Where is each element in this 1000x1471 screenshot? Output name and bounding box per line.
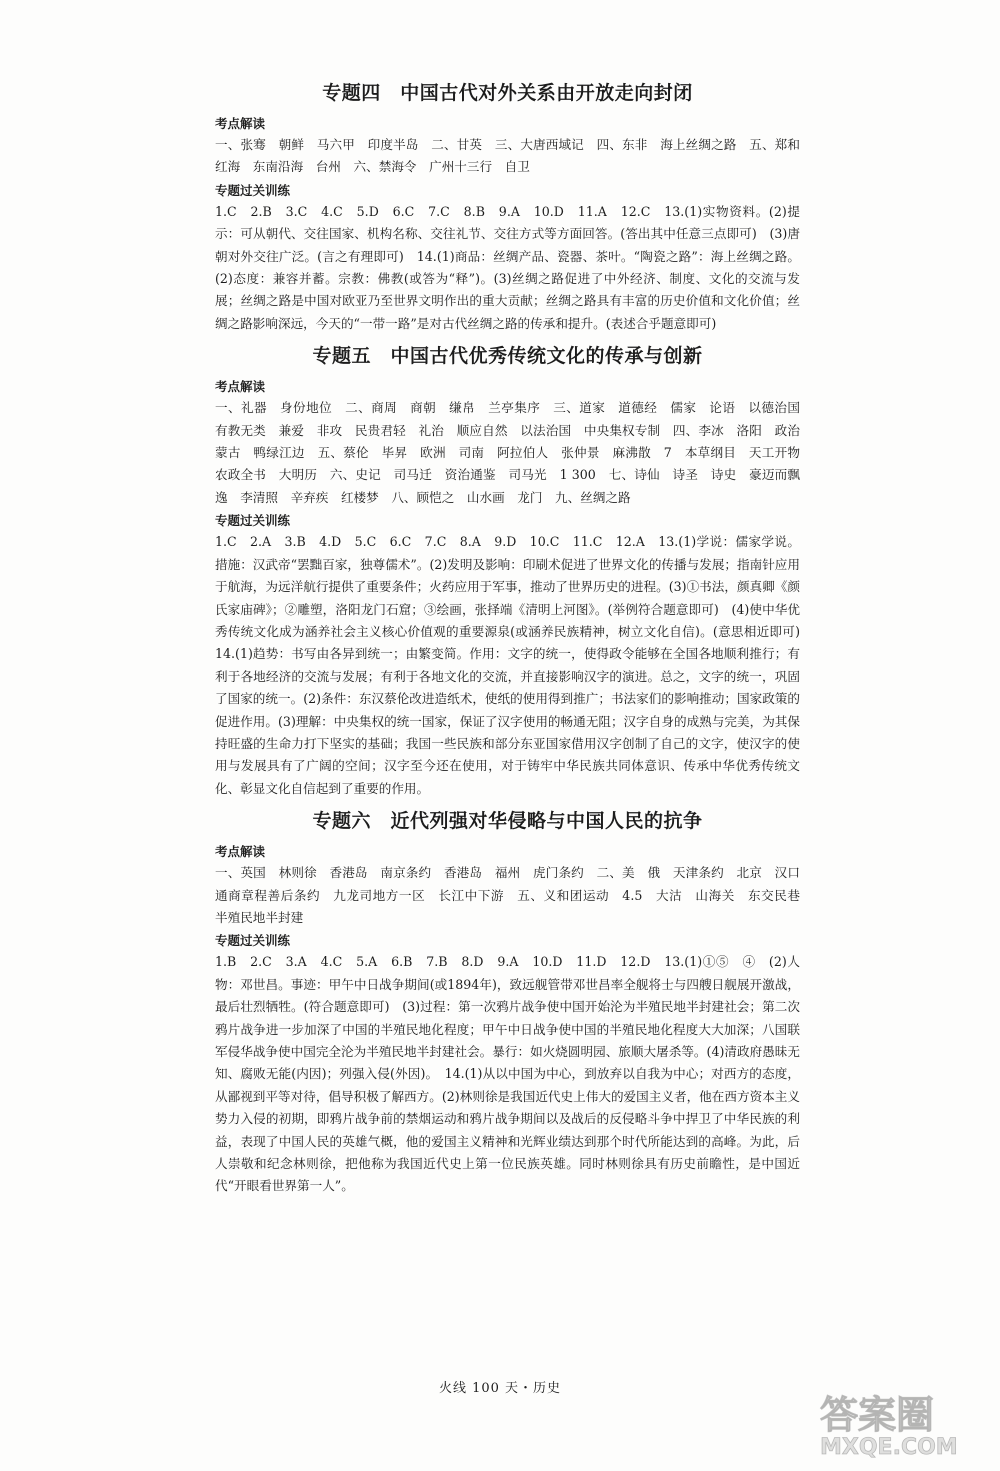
- xunlian-answers: 1.C 2.B 3.C 4.C 5.D 6.C 7.C 8.B 9.A 10.D 11.A 12.C 13.(1)实物资料。(2)提示：可从朝代、交往国家、机构名称、交往礼节、交往方式等方面回答。(答出其中任意三点即可) (3)唐朝对外交往广泛。(言之有理即可) 14.(1)商品：丝绸产品、瓷器、茶叶。“陶瓷之路”：海上丝绸之路。(2)态度：兼容并蓄。宗教：佛教(或答为“释”)。(3)丝绸之路促进了中外经济、制度、文化的交流与发展；丝绸之路是中国对欧亚乃至世界文明作出的重大贡献；丝绸之路具有丰富的历史价值和文化价值；丝绸之路影响深远，今天的“一带一路”是对古代丝绸之路的传承和提升。(表述合乎题意即可): [215, 203, 800, 331]
- xunlian-answers: 1.B 2.C 3.A 4.C 5.A 6.B 7.B 8.D 9.A 10.D 11.D 12.D 13.(1)①⑤ ④ (2)人物：邓世昌。事迹：甲午中日战争期间(或1894年)，致远舰管带邓世昌率全舰将士与四艘日舰展开激战，最后壮烈牺牲。(符合题意即可) (3)过程：第一次鸦片战争使中国开始沦为半殖民地半封建社会；第二次鸦片战争进一步加深了中国的半殖民地化程度；甲午中日战争使中国的半殖民地化程度大大加深；八国联军侵华战争使中国完全沦为半殖民地半封建社会。暴行：如火烧圆明园、旅顺大屠杀等。(4)清政府愚昧无知、腐败无能(内因)；列强入侵(外因)。 14.(1)从以中国为中心，到放弃以自我为中心；对西方的态度，从鄙视到平等对待，倡导积极了解西方。(2)林则徐是我国近代史上伟大的爱国主义者，他在西方资本主义势力入侵的初期，即鸦片战争前的禁烟运动和鸦片战争期间以及战后的反侵略斗争中捍卫了中华民族的利益，表现了中国人民的英雄气概，他的爱国主义精神和光辉业绩达到那个时代所能达到的高峰。为此，后人崇敬和纪念林则徐，把他称为我国近代史上第一位民族英雄。同时林则徐具有历史前瞻性，是中国近代“开眼看世界第一人”。: [215, 954, 800, 1194]
- section-title: 专题四 中国古代对外关系由开放走向封闭: [322, 82, 693, 104]
- section-6: [215, 806, 813, 1198]
- answer-page: [215, 78, 813, 1200]
- xunlian-heading: 专题过关训练: [215, 182, 291, 198]
- kaodian-answers: 一、张骞 朝鲜 马六甲 印度半岛 二、甘英 三、大唐西域记 四、东非 海上丝绸之路 五、郑和 红海 东南沿海 台州 六、禁海令 广州十三行 自卫: [215, 137, 813, 175]
- xunlian-heading: 专题过关训练: [215, 513, 291, 529]
- xunlian-heading: 专题过关训练: [215, 933, 291, 949]
- section-5: [215, 341, 813, 800]
- kaodian-heading: 考点解读: [215, 844, 266, 860]
- section-4: [215, 78, 813, 335]
- section-title: 专题六 近代列强对华侵略与中国人民的抗争: [312, 810, 703, 833]
- section-title: 专题五 中国古代优秀传统文化的传承与创新: [312, 345, 703, 368]
- site-watermark: [820, 1395, 970, 1465]
- page-footer: 火线 100 天・历史: [438, 1381, 562, 1396]
- kaodian-heading: 考点解读: [215, 116, 266, 131]
- watermark-url: MXQE.COM: [820, 1435, 958, 1460]
- kaodian-heading: 考点解读: [215, 379, 266, 395]
- kaodian-answers: 一、英国 林则徐 香港岛 南京条约 香港岛 福州 虎门条约 二、美 俄 天津条约 北京 汉口 通商章程善后条约 九龙司地方一区 长江中下游 五、义和团运动 4.5 大沽 山海关 东交民巷 半殖民地半封建: [215, 865, 813, 925]
- xunlian-answers: 1.C 2.A 3.B 4.D 5.C 6.C 7.C 8.A 9.D 10.C 11.C 12.A 13.(1)学说：儒家学说。措施：汉武帝“罢黜百家，独尊儒术”。(2)发明及影响：印刷术促进了世界文化的传播与发展；指南针应用于航海，为远洋航行提供了重要条件；火药应用于军事，推动了世界历史的进程。(3)①书法，颜真卿《颜氏家庙碑》；②雕塑，洛阳龙门石窟；③绘画，张择端《清明上河图》。(举例符合题意即可) (4)使中华优秀传统文化成为涵养社会主义核心价值观的重要源泉(或涵养民族精神，树立文化自信)。(意思相近即可) 14.(1)趋势：书写由各异到统一；由繁变简。作用：文字的统一，使得政令能够在全国各地顺利推行；有利于各地经济的交流与发展；有利于各地文化的交流，并直接影响汉字的演进。总之，文字的统一，巩固了国家的统一。(2)条件：东汉蔡伦改进造纸术，使纸的使用得到推广；书法家们的影响推动；国家政策的促进作用。(3)理解：中央集权的统一国家，保证了汉字使用的畅通无阻；汉字自身的成熟与完美，为其保持旺盛的生命力打下坚实的基础；我国一些民族和部分东亚国家借用汉字创制了自己的文字，使汉字的使用与发展具有了广阔的空间；汉字至今还在使用，对于铸牢中华民族共同体意识、传承中华优秀传统文化、彰显文化自信起到了重要的作用。: [215, 534, 813, 796]
- kaodian-answers: 一、礼器 身份地位 二、商周 商朝 缣帛 兰亭集序 三、道家 道德经 儒家 论语 以德治国 有教无类 兼爱 非攻 民贵君轻 礼治 顺应自然 以法治国 中央集权专制 四、李冰 洛阳 政治 蒙古 鸭绿江边 五、蔡伦 毕昇 欧洲 司南 阿拉伯人 张仲景 麻沸散 7 本草纲目 天工开物 农政全书 大明历 六、史记 司马迁 资治通鉴 司马光 1 300 七、诗仙 诗圣 诗史 豪迈而飘逸 李清照 辛弃疾 红楼梦 八、顾恺之 山水画 龙门 九、丝绸之路: [215, 400, 813, 505]
- watermark-logo: 答案圈: [820, 1393, 935, 1437]
